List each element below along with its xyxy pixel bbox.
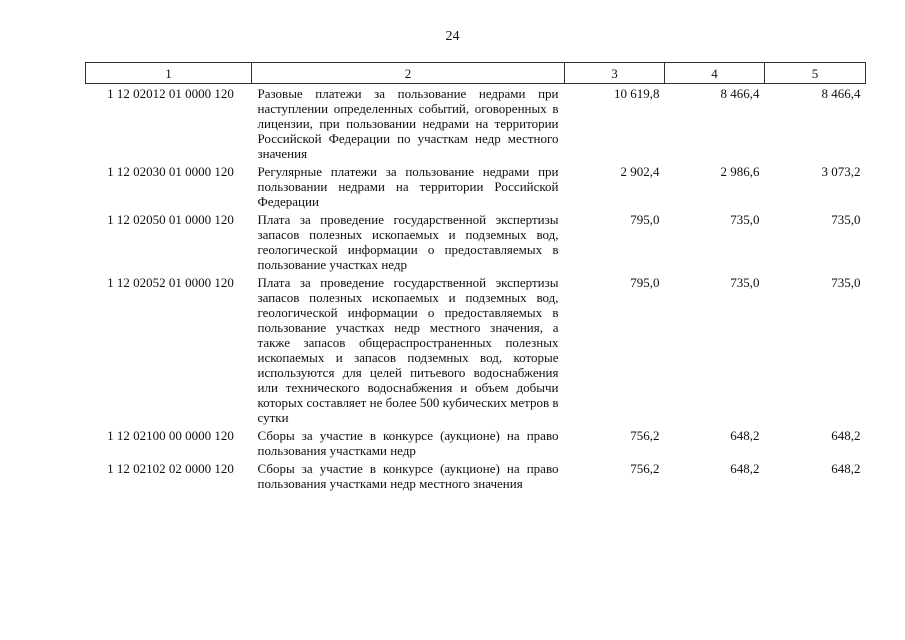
header-row xyxy=(86,63,866,84)
value-column-5: 3 073,2 xyxy=(821,164,861,179)
table-row xyxy=(86,84,866,163)
table-row xyxy=(86,162,866,210)
budget-code: 1 12 02100 00 0000 120 xyxy=(107,428,234,443)
value-column-5: 735,0 xyxy=(831,212,861,227)
value-column-5: 735,0 xyxy=(831,275,861,290)
income-description: Сборы за участие в конкурсе (аукционе) на право пользования участками недр местного значения xyxy=(257,461,559,491)
column-header-1: 1 xyxy=(86,63,252,84)
column-header-4: 4 xyxy=(665,63,765,84)
table-row xyxy=(86,210,866,273)
table-row xyxy=(86,273,866,426)
value-column-3: 756,2 xyxy=(630,428,660,443)
budget-code: 1 12 02030 01 0000 120 xyxy=(107,164,234,179)
value-column-3: 795,0 xyxy=(630,212,660,227)
budget-table xyxy=(85,62,866,492)
value-column-4: 648,2 xyxy=(730,461,760,476)
value-column-5: 648,2 xyxy=(831,428,861,443)
value-column-5: 648,2 xyxy=(831,461,861,476)
budget-code: 1 12 02102 02 0000 120 xyxy=(107,461,234,476)
page-number: 24 xyxy=(445,29,460,44)
value-column-4: 8 466,4 xyxy=(720,86,760,101)
value-column-4: 2 986,6 xyxy=(720,164,760,179)
value-column-3: 795,0 xyxy=(630,275,660,290)
value-column-3: 2 902,4 xyxy=(620,164,660,179)
income-description: Регулярные платежи за пользование недрами при пользовании недрами на территории Российской Федерации xyxy=(257,164,559,209)
budget-code: 1 12 02050 01 0000 120 xyxy=(107,212,234,227)
table-row xyxy=(86,426,866,459)
value-column-4: 735,0 xyxy=(730,212,760,227)
value-column-3: 756,2 xyxy=(630,461,660,476)
value-column-3: 10 619,8 xyxy=(614,86,660,101)
table-row xyxy=(86,459,866,492)
budget-code: 1 12 02052 01 0000 120 xyxy=(107,275,234,290)
column-header-2: 2 xyxy=(252,63,565,84)
budget-code: 1 12 02012 01 0000 120 xyxy=(107,86,234,101)
column-header-5: 5 xyxy=(765,63,866,84)
value-column-4: 648,2 xyxy=(730,428,760,443)
income-description: Сборы за участие в конкурсе (аукционе) на право пользования участками недр xyxy=(257,428,559,458)
income-description: Плата за проведение государственной экспертизы запасов полезных ископаемых и подземных вод, геологической информации о предоставляемых в пользование участках недр местного значения, а также запасов общераспространенных полезных ископаемых и запасов подземных вод, которые используются для целей питьевого водоснабжения или технического водоснабжения и объем добычи которых составляет не более 500 кубических метров в сутки xyxy=(257,275,559,425)
value-column-4: 735,0 xyxy=(730,275,760,290)
income-description: Плата за проведение государственной экспертизы запасов полезных ископаемых и подземных вод, геологической информации о предоставляемых в пользование участках недр xyxy=(257,212,559,272)
income-description: Разовые платежи за пользование недрами при наступлении определенных событий, оговоренных в лицензии, при пользовании недрами на территории Российской Федерации по участкам недр местного значения xyxy=(257,86,559,161)
column-header-3: 3 xyxy=(565,63,665,84)
value-column-5: 8 466,4 xyxy=(821,86,861,101)
